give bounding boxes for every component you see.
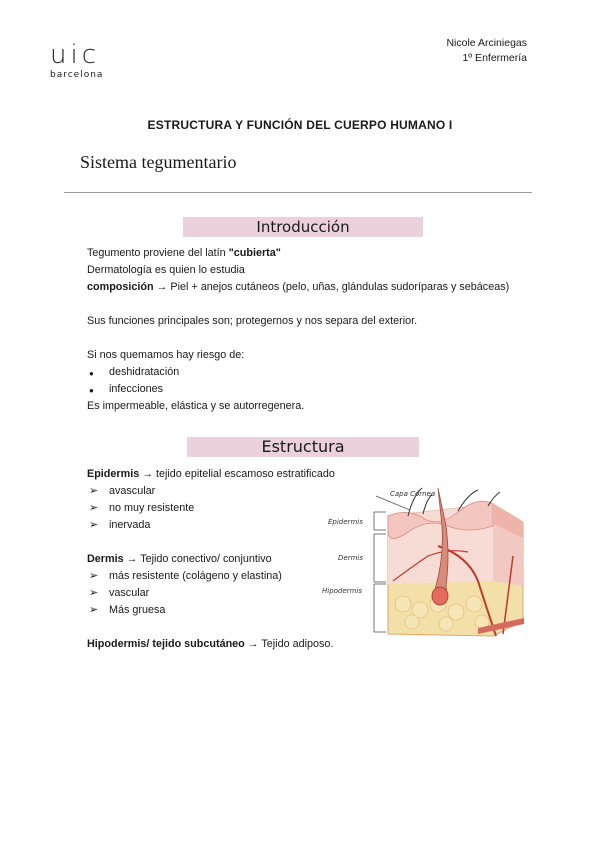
risk-list [87,364,547,398]
divider [64,192,532,193]
hypodermis-label: Hipodermis/ tejido subcutáneo [87,638,245,650]
label-hipodermis: Hipodermis [322,587,362,595]
epidermis-line [87,466,387,483]
label-dermis: Dermis [338,554,363,562]
composition-label: composición [87,281,154,293]
list-item-text: avascular [109,485,156,497]
author-block [446,36,527,66]
list-item-text: infecciones [109,383,164,395]
bullet-dot-icon: ● [89,386,94,395]
intro-line-risk: Si nos quemamos hay riesgo de: [87,349,245,361]
list-item-text: Más gruesa [109,604,166,616]
intro-line-properties: Es impermeable, elástica y se autorregenera. [87,400,305,412]
uic-logo [50,42,110,80]
epidermis-label: Epidermis [87,468,140,480]
document-subtitle: Sistema tegumentario [80,152,237,172]
intro-line-etymology [87,245,547,262]
intro-line-composition [87,279,547,296]
epidermis-text: → tejido epitelial escamoso estratificado [139,468,335,480]
author-name: Nicole Arciniegas [446,37,527,49]
intro-body [87,245,547,415]
arrow-bullet-icon: ➢ [89,502,99,514]
list-item-text: inervada [109,519,151,531]
intro-line-functions: Sus funciones principales son; protegernos y nos separa del exterior. [87,315,418,327]
list-item [87,381,547,398]
list-item-text: no muy resistente [109,502,195,514]
section-heading-introduccion: Introducción [183,217,423,237]
document-title: ESTRUCTURA Y FUNCIÓN DEL CUERPO HUMANO I [147,118,453,132]
intro-text: Tegumento proviene del latín [87,247,229,259]
label-epidermis: Epidermis [328,518,363,526]
logo-sub: barcelona [50,70,104,80]
arrow-bullet-icon: ➢ [89,519,99,531]
skin-cross-section-illustration [318,486,528,642]
author-course: 1º Enfermería [462,52,527,64]
list-item [87,364,547,381]
dermis-text: → Tejido conectivo/ conjuntivo [123,553,272,565]
section-heading-estructura: Estructura [187,437,419,457]
list-item-text: más resistente (colágeno y elastina) [109,570,282,582]
bullet-dot-icon: ● [89,369,94,378]
arrow-bullet-icon: ➢ [89,485,99,497]
intro-emphasis: "cubierta" [228,247,281,259]
dermis-label: Dermis [87,553,124,565]
list-item-text: deshidratación [109,366,180,378]
skin-diagram [318,486,528,642]
arrow-bullet-icon: ➢ [89,604,99,616]
list-item-text: vascular [109,587,150,599]
label-capa-cornea: Capa Córnea [390,490,436,498]
arrow-bullet-icon: ➢ [89,570,99,582]
hypodermis-text: → Tejido adiposo. [244,638,334,650]
arrow-bullet-icon: ➢ [89,587,99,599]
intro-line-dermatology: Dermatología es quien lo estudia [87,264,245,276]
logo-mark: uic [50,40,100,70]
composition-text: → Piel + anejos cutáneos (pelo, uñas, glándulas sudoríparas y sebáceas) [153,281,510,293]
